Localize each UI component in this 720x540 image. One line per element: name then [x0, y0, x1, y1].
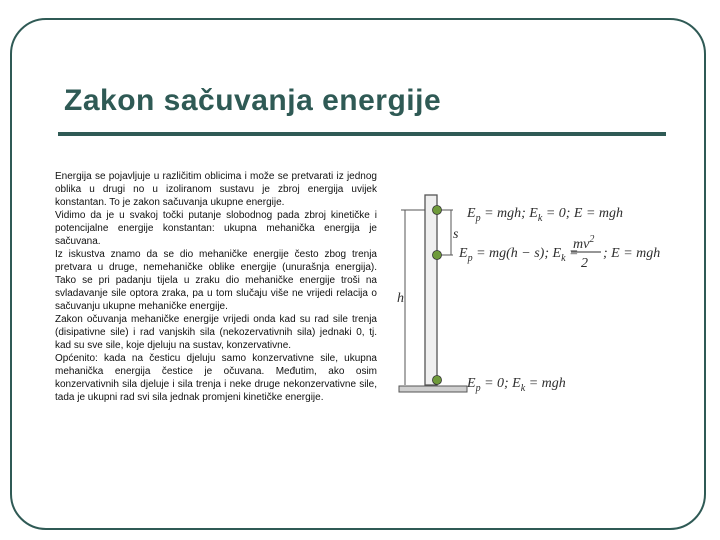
s-label: s: [453, 227, 459, 242]
eq-subscript: k: [561, 253, 566, 264]
title-underline: [58, 132, 666, 136]
fall-tube: [425, 195, 437, 385]
paragraph: Vidimo da je u svakoj točki putanje slobodnog pada zbroj kinetičke i potencijalne energije konstantan: ukupna mehanička energija je sačuvana.: [55, 210, 377, 247]
eq-text: ;: [603, 246, 612, 261]
eq-symbol: E: [512, 376, 521, 391]
eq-symbol: E: [573, 206, 583, 221]
eq-text: = 0;: [542, 206, 574, 221]
eq-subscript: p: [475, 383, 481, 394]
ground: [399, 386, 467, 392]
equation-middle-end: [603, 246, 660, 261]
paragraph: Zakon očuvanja mehaničke energije vrijedi onda kad su rad sile trenja (disipativne sile) i rad vanjskih sila (nekozervativnih sila) jednaki 0, tj. kad su sve sile, koje djeluju na sustav, konzervativne.: [55, 314, 377, 351]
equation-middle: [458, 246, 578, 264]
equation-bottom: [466, 376, 566, 394]
eq-subscript: k: [520, 383, 526, 394]
eq-symbol: E: [611, 246, 620, 261]
eq-text: = mgh;: [480, 206, 530, 221]
eq-symbol: E: [467, 206, 476, 221]
eq-symbol: E: [467, 376, 476, 391]
ball-bottom: [433, 376, 442, 385]
eq-symbol: E: [529, 206, 538, 221]
eq-subscript: k: [537, 213, 543, 224]
eq-subscript: p: [475, 213, 481, 224]
eq-symbol: E: [459, 246, 468, 261]
free-fall-diagram: [395, 190, 695, 405]
eq-subscript: p: [467, 253, 473, 264]
eq-text: = mg(h − s);: [472, 246, 553, 261]
eq-symbol: E: [552, 246, 562, 261]
ball-top: [433, 206, 442, 215]
ball-middle: [433, 251, 442, 260]
slide-title: Zakon sačuvanja energije: [64, 84, 442, 117]
eq-text: = 0;: [480, 376, 513, 391]
paragraph: Energija se pojavljuje u različitim oblicima i može se pretvarati iz jednog oblika u drugi no u izoliranom sustavu je zbroj energija uvijek konstantan. To je zakon sačuvanja ukupne energije.: [55, 171, 377, 208]
eq-text: =: [565, 246, 579, 261]
eq-text: = mgh: [582, 206, 624, 221]
paragraph: Općenito: kada na česticu djeluju samo konzervativne sile, ukupna mehanička energija čestice je očuvana. Međutim, ako osim konzervativnih sila djeluje i sila trenja i neke druge nekonzervativne sile, tada je ukupni rad svi sila jednak promjeni kinetičke energije.: [55, 353, 377, 403]
height-label: h: [397, 291, 404, 306]
body-text: [55, 170, 377, 404]
fraction-numerator: $mv^2$: [573, 234, 595, 252]
eq-text: = mgh: [525, 376, 566, 391]
paragraph: Iz iskustva znamo da se dio mehaničke energije često zbog trenja pretvara u druge, nemehaničke oblike energije (unurašnja energija). Tako se pri padanju tijela u zraku dio mehaničke energije troši na svladavanje sile optora zraka, pa u tom slučaju više ne vrijedi relacija o sačuvanju ukupne mehaničke energije.: [55, 249, 377, 312]
fraction-denominator: 2: [581, 256, 588, 271]
eq-text: = mgh: [619, 246, 661, 261]
equation-top: [466, 206, 623, 224]
